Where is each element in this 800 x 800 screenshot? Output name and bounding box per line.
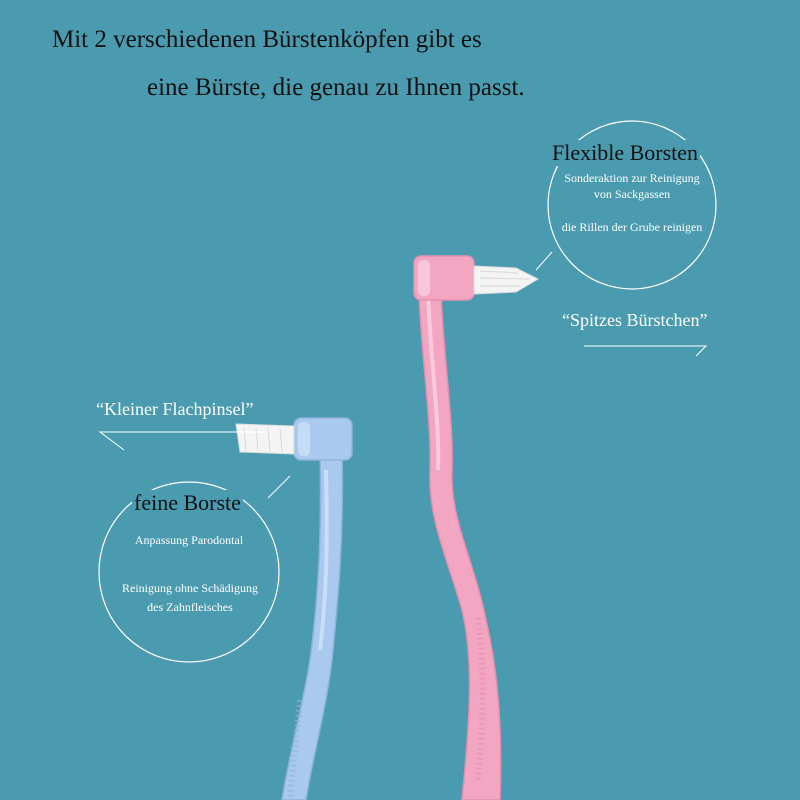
pink-bristles-pointed: [474, 266, 538, 294]
pink-quote: “Spitzes Bürstchen”: [562, 310, 708, 330]
pink-circle-title: Flexible Borsten: [552, 140, 699, 165]
pink-quote-arrow: [584, 346, 706, 356]
blue-connector-line: [268, 476, 290, 498]
blue-circle-line-2: Reinigung ohne Schädigung: [122, 581, 258, 595]
blue-circle-line-1: Anpassung Parodontal: [134, 533, 244, 547]
blue-quote: “Kleiner Flachpinsel”: [96, 399, 254, 419]
pink-toothbrush: [414, 256, 538, 800]
blue-circle-title: feine Borste: [134, 490, 241, 515]
pink-circle-line-2: von Sackgassen: [593, 187, 671, 201]
blue-circle-line-3: des Zahnfleisches: [147, 600, 233, 614]
headline-line-2: eine Bürste, die genau zu Ihnen passt.: [147, 74, 525, 101]
pink-connector-line: [536, 252, 552, 270]
headline-line-1: Mit 2 verschiedenen Bürstenköpfen gibt es: [52, 26, 482, 53]
pink-circle-line-3: die Rillen der Grube reinigen: [561, 220, 703, 234]
blue-handle: [282, 448, 342, 800]
pink-circle-line-1: Sonderaktion zur Reinigung: [564, 171, 700, 185]
